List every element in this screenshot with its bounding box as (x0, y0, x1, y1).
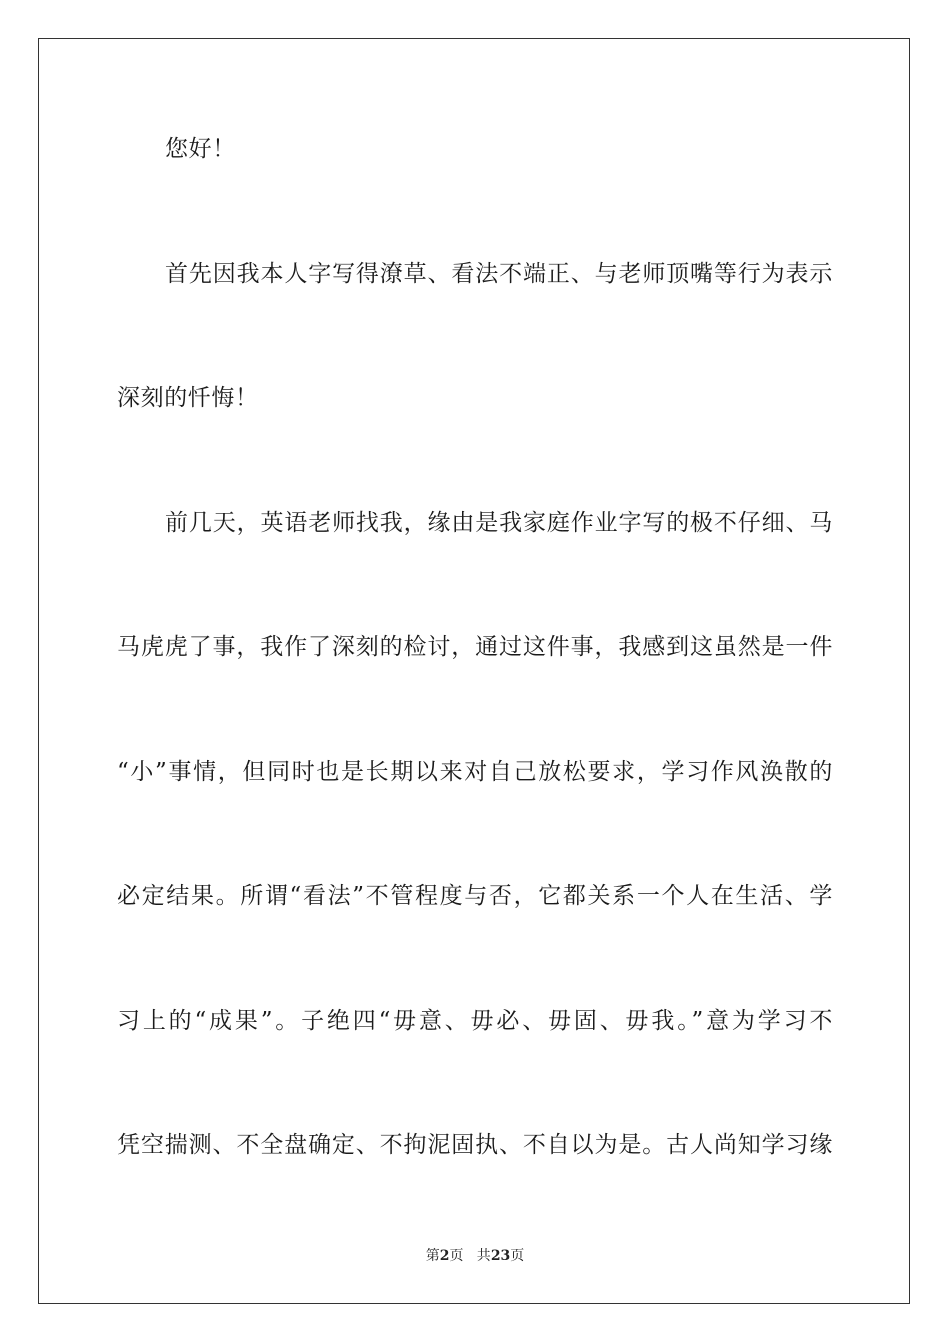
paragraph-2-line-1: 前几天，英语老师找我，缘由是我家庭作业字写的极不仔细、马 (165, 510, 833, 536)
footer-suffix: 页 (510, 1248, 525, 1264)
total-page-number: 23 (490, 1248, 511, 1264)
footer-middle: 页 共 (449, 1248, 491, 1264)
greeting-line: 您好！ (165, 136, 236, 162)
paragraph-2-line-4: 必定结果。所谓“看法”不管程度与否，它都关系一个人在生活、学 (117, 883, 833, 909)
page-border (38, 38, 910, 1304)
paragraph-2-line-3: “小”事情，但同时也是长期以来对自己放松要求，学习作风涣散的 (117, 759, 833, 785)
paragraph-2-line-2: 马虎虎了事，我作了深刻的检讨，通过这件事，我感到这虽然是一件 (117, 634, 833, 660)
paragraph-1-line-1: 首先因我本人字写得潦草、看法不端正、与老师顶嘴等行为表示 (165, 261, 833, 287)
paragraph-1-line-2: 深刻的忏悔！ (117, 385, 259, 411)
footer-prefix: 第 (425, 1248, 440, 1264)
paragraph-2-line-6: 凭空揣测、不全盘确定、不拘泥固执、不自以为是。古人尚知学习缘 (117, 1132, 833, 1158)
current-page-number: 2 (439, 1248, 450, 1264)
paragraph-2-line-5: 习上的“成果”。子绝四“毋意、毋必、毋固、毋我。”意为学习不 (117, 1008, 833, 1034)
page-number-footer (0, 1246, 950, 1266)
